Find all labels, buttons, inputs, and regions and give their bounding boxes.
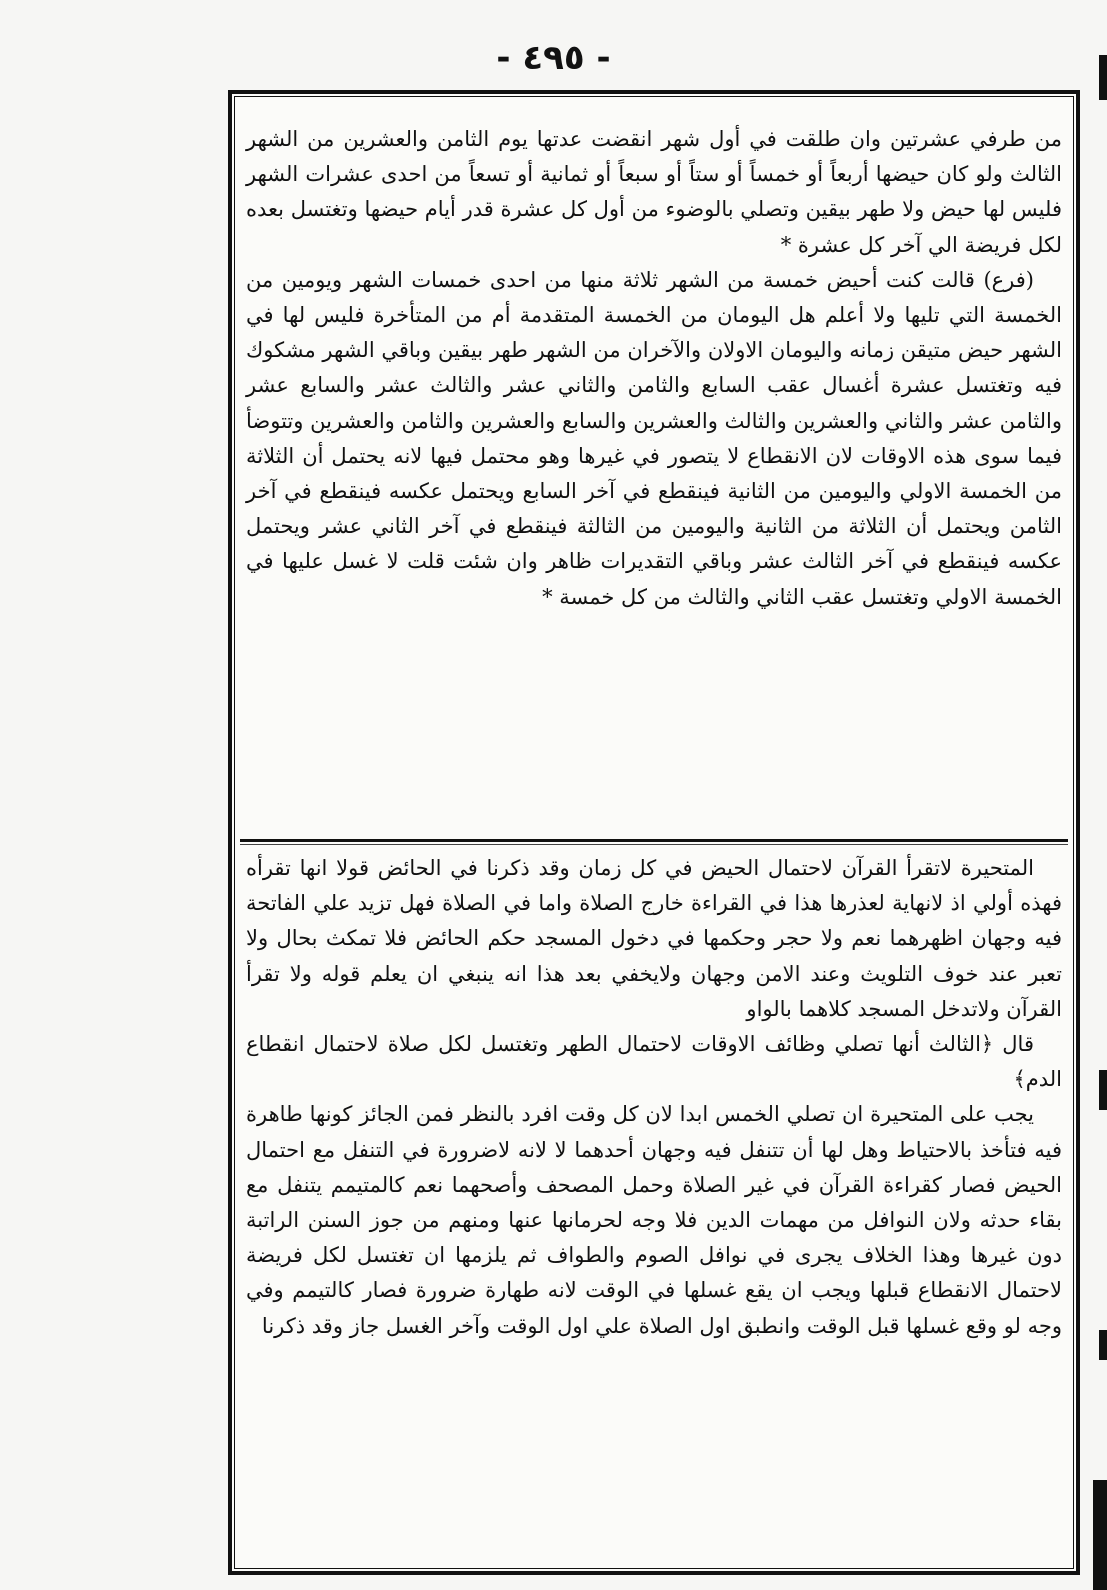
paragraph: المتحيرة لاتقرأ القرآن لاحتمال الحيض في كل زمان وقد ذكرنا في الحائض قولا انها تقرأه فهذه أولي اذ لانهاية لعذرها هذا في القراءة خارج الصلاة واما في الصلاة فهل تزيد علي الفاتحة فيه وجهان اظهرهما نعم ولا حجر وحكمها في دخول المسجد حكم الحائض فلا تمكث بحال ولا تعبر عند خوف التلويث وعند الامن وجهان ولايخفي بعد هذا انه ينبغي ان يعلم قوله ولا تقرأ القرآن ولاتدخل المسجد كلاهما بالواو <box>246 856 1062 1021</box>
paragraph: (فرع) قالت كنت أحيض خمسة من الشهر ثلاثة منها من احدى خمسات الشهر ويومين من الخمسة التي تليها ولا أعلم هل اليومان من الخمسة المتقدمة أم من المتأخرة فليس لها في الشهر حيض متيقن زمانه واليومان الاولان والآخران من الشهر طهر بيقين وباقي الشهر مشكوك فيه وتغتسل عشرة أغسال عقب السابع والثامن والثاني عشر والثالث عشر والسابع عشر والثامن عشر والثاني والعشرين والثالث والعشرين والسابع والعشرين والثامن والعشرين وتتوضأ فيما سوى هذه الاوقات لان الانقطاع لا يتصور في غيرها وهو محتمل فيها لانه يحتمل أن الثلاثة من الخمسة الاولي واليومين من الثانية فينقطع في آخر السابع ويحتمل عكسه فينقطع في آخر الثامن ويحتمل أن الثلاثة من الثانية واليومين من الثالثة فينقطع في آخر الثاني عشر ويحتمل عكسه فينقطع في آخر الثالث عشر وباقي التقديرات ظاهر وان شئت قلت لا غسل عليها في الخمسة الاولي وتغتسل عقب الثاني والثالث من كل خمسة * <box>246 267 1062 609</box>
page-edge-mark <box>1099 1330 1107 1360</box>
paragraph: يجب على المتحيرة ان تصلي الخمس ابدا لان كل وقت افرد بالنظر فمن الجائز كونها طاهرة فيه فتأخذ بالاحتياط وهل لها أن تتنفل فيه وجهان أحدهما لا لانه لاضرورة في التنفل مع احتمال الحيض فصار كقراءة القرآن في غير الصلاة وحمل المصحف وأصحهما نعم كالمتيمم يتنفل مع بقاء حدثه ولان النوافل من مهمات الدين فلا وجه لحرمانها عنها ومنهم من جوز السنن الراتبة دون غيرها وهذا الخلاف يجرى في نوافل الصوم والطواف ثم يلزمها ان تغتسل لكل فريضة لاحتمال الانقطاع قبلها ويجب ان يقع غسلها في الوقت لانه طهارة ضرورة فصار كالتيمم وفي وجه لو وقع غسلها قبل الوقت وانطبق اول الصلاة علي اول الوقت وآخر الغسل جاز وقد ذكرنا <box>246 1102 1062 1338</box>
page-edge-mark <box>1093 1480 1107 1590</box>
paragraph: من طرفي عشرتين وان طلقت في أول شهر انقضت عدتها يوم الثامن والعشرين من الشهر الثالث ولو كان حيضها أربعاً أو خمساً أو ستاً أو سبعاً أو ثمانية أو تسعاً من احدى عشرات الشهر فليس لها حيض ولا طهر بيقين وتصلي بالوضوء من أول كل عشرة قدر أيام حيضها وتغتسل بعده لكل فريضة الي آخر كل عشرة * <box>246 127 1062 257</box>
lower-section <box>246 851 1062 1344</box>
page-edge-mark <box>1099 1070 1107 1110</box>
page-edge-mark <box>1099 55 1107 100</box>
paragraph: قال ﴿الثالث أنها تصلي وظائف الاوقات لاحتمال الطهر وتغتسل لكل صلاة لاحتمال انقطاع الدم﴾ <box>246 1032 1062 1092</box>
section-divider <box>240 839 1068 842</box>
upper-section <box>246 122 1062 615</box>
text-frame <box>228 90 1080 1575</box>
page-number: - ٤٩٥ - <box>496 38 611 78</box>
